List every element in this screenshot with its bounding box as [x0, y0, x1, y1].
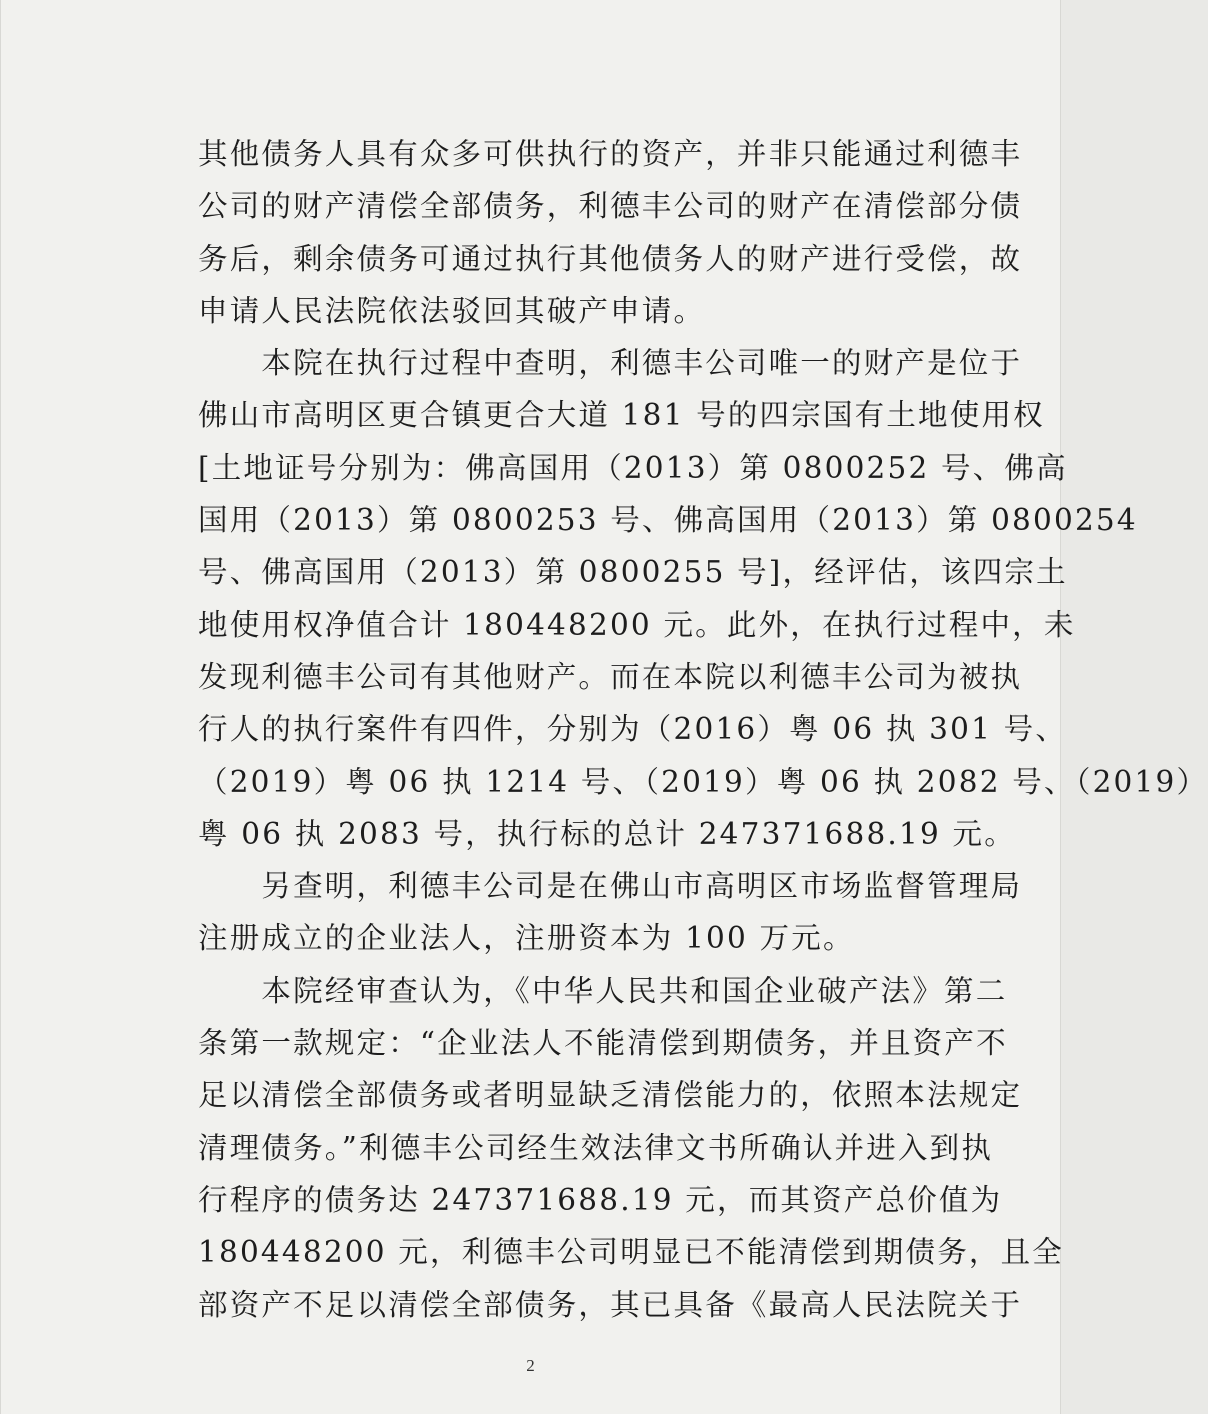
text-line: 本院经审查认为，《中华人民共和国企业破产法》第二 [198, 973, 1008, 1008]
text-line: 条第一款规定：“企业法人不能清偿到期债务，并且资产不 [198, 1026, 1008, 1061]
text-line: 申请人民法院依法驳回其破产申请。 [198, 293, 706, 328]
text-line: 部资产不足以清偿全部债务，其已具备《最高人民法院关于 [198, 1287, 1023, 1322]
text-line: [土地证号分别为：佛高国用（2013）第 0800252 号、佛高 [198, 450, 1068, 485]
text-line: 行人的执行案件有四件，分别为（2016）粤 06 执 301 号、 [198, 712, 1068, 747]
text-line: 发现利德丰公司有其他财产。而在本院以利德丰公司为被执 [198, 659, 1023, 694]
page-number: 2 [526, 1356, 535, 1375]
text-line: 佛山市高明区更合镇更合大道 181 号的四宗国有土地使用权 [198, 398, 1045, 433]
text-line: 公司的财产清偿全部债务，利德丰公司的财产在清偿部分债 [198, 189, 1023, 224]
text-line: 本院在执行过程中查明，利德丰公司唯一的财产是位于 [198, 346, 1023, 381]
text-line: 务后，剩余债务可通过执行其他债务人的财产进行受偿，故 [198, 241, 1023, 276]
text-line: 注册成立的企业法人，注册资本为 100 万元。 [198, 921, 855, 956]
document-body [198, 128, 1208, 1331]
text-line: 另查明，利德丰公司是在佛山市高明区市场监督管理局 [198, 869, 1023, 904]
text-line: 清理债务。”利德丰公司经生效法律文书所确认并进入到执 [198, 1130, 994, 1165]
text-line: （2019）粤 06 执 1214 号、（2019）粤 06 执 2082 号、（2019） [198, 764, 1208, 799]
text-line: 粤 06 执 2083 号，执行标的总计 247371688.19 元。 [198, 816, 1016, 851]
text-line: 行程序的债务达 247371688.19 元，而其资产总价值为 [198, 1182, 1003, 1217]
text-line: 国用（2013）第 0800253 号、佛高国用（2013）第 0800254 [198, 503, 1138, 538]
text-line: 足以清偿全部债务或者明显缺乏清偿能力的，依照本法规定 [198, 1078, 1023, 1113]
text-line: 其他债务人具有众多可供执行的资产，并非只能通过利德丰 [198, 137, 1023, 171]
text-line: 号、佛高国用（2013）第 0800255 号]，经评估，该四宗土 [198, 555, 1068, 590]
text-line: 地使用权净值合计 180448200 元。此外，在执行过程中，未 [198, 607, 1076, 642]
text-line: 180448200 元，利德丰公司明显已不能清偿到期债务，且全 [198, 1235, 1064, 1270]
